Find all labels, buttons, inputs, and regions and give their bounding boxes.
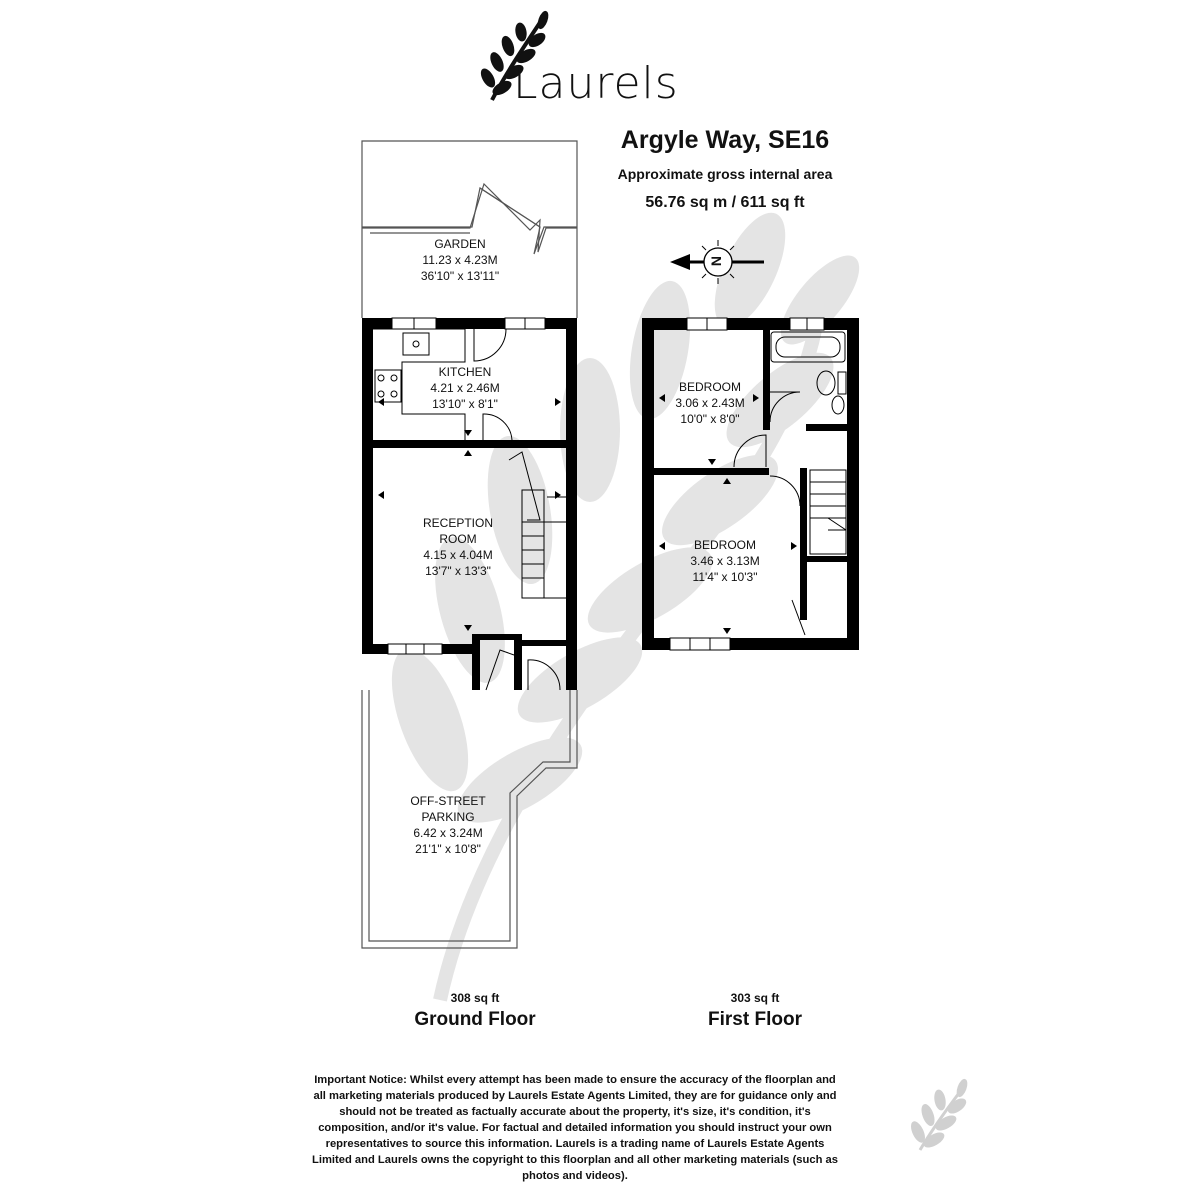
- room-imperial: 36'10" x 13'11": [420, 269, 500, 283]
- room-label-bedroom-2: [665, 537, 785, 585]
- room-imperial: 10'0" x 8'0": [680, 412, 740, 426]
- room-label-bedroom-1: [650, 379, 770, 427]
- total-area: 56.76 sq m / 611 sq ft: [645, 194, 805, 211]
- room-imperial: 13'7" x 13'3": [425, 564, 491, 578]
- room-name: OFF-STREET: [410, 794, 486, 808]
- room-imperial: 11'4" x 10'3": [692, 570, 758, 584]
- ground-floor-title: Ground Floor: [414, 1009, 536, 1030]
- room-name: GARDEN: [434, 237, 486, 251]
- corner-leaf-icon: [909, 1078, 969, 1150]
- room-name: KITCHEN: [438, 365, 492, 379]
- area-subtitle: Approximate gross internal area: [617, 166, 833, 182]
- first-floor-title: First Floor: [708, 1009, 802, 1030]
- compass-letter: N: [708, 255, 725, 267]
- room-label-garden: [390, 236, 530, 284]
- ground-floor-sqft: 308 sq ft: [450, 991, 500, 1005]
- room-label-parking: [383, 793, 513, 857]
- property-title: Argyle Way, SE16: [620, 126, 830, 154]
- brand-logo: Laurels: [513, 58, 679, 109]
- garden-outline: [362, 141, 577, 318]
- important-notice: Important Notice: Whilst every attempt has been made to ensure the accuracy of the floorplan and all marketing materials produced by Laurels Estate Agents Limited, they are for guidance only and should not be treated as factually accurate about the property, it's size, it's condition, it's composition, and/or it's value. For factual and detailed information you should instruct your own representatives to source this information. Laurels is a trading name of Laurels Estate Agents Limited and Laurels owns the copyright to this floorplan and all other marketing materials (such as photos and videos).: [312, 1074, 838, 1182]
- first-floor-sqft: 303 sq ft: [730, 991, 780, 1005]
- room-label-kitchen: [400, 364, 530, 412]
- room-imperial: 13'10" x 8'1": [432, 397, 498, 411]
- room-metric: 3.46 x 3.13M: [690, 554, 760, 568]
- room-metric: 4.15 x 4.04M: [423, 548, 493, 562]
- room-name-2: PARKING: [421, 810, 475, 824]
- room-metric: 11.23 x 4.23M: [422, 253, 498, 267]
- room-imperial: 21'1" x 10'8": [415, 842, 481, 856]
- room-name-2: ROOM: [439, 532, 477, 546]
- room-name: BEDROOM: [693, 538, 756, 552]
- room-name: BEDROOM: [678, 380, 741, 394]
- room-name: RECEPTION: [422, 516, 493, 530]
- room-label-reception: [393, 515, 523, 579]
- room-metric: 6.42 x 3.24M: [413, 826, 483, 840]
- room-metric: 3.06 x 2.43M: [675, 396, 745, 410]
- room-metric: 4.21 x 2.46M: [430, 381, 500, 395]
